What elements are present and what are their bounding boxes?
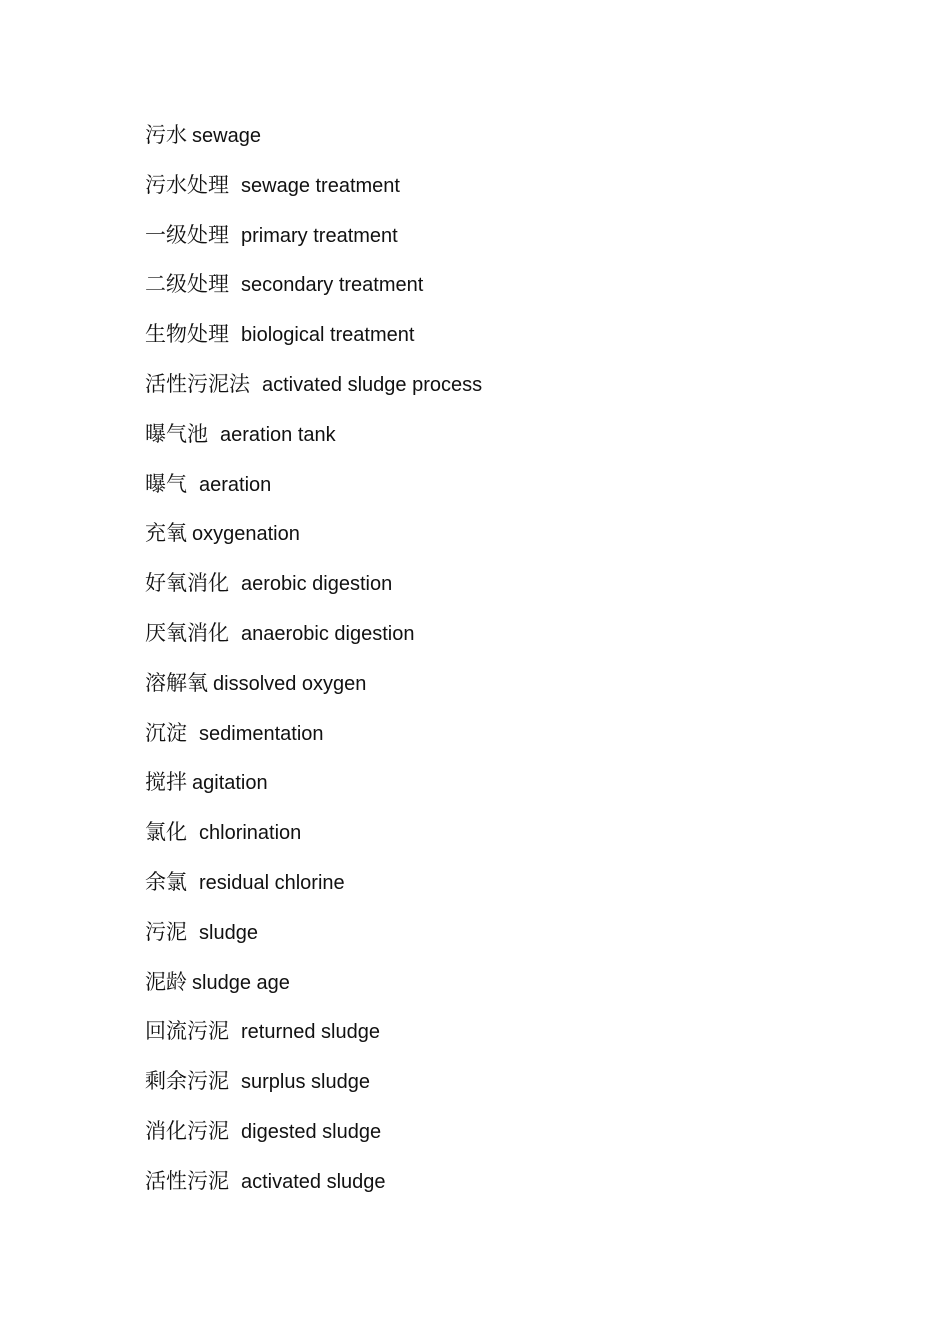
- glossary-list: [145, 111, 482, 1207]
- term-english: chlorination: [199, 822, 302, 845]
- term-english: sludge: [199, 921, 258, 944]
- term-chinese: 充氧: [145, 521, 187, 546]
- term-english: sedimentation: [199, 722, 324, 745]
- glossary-entry: [145, 460, 482, 510]
- term-english: sewage treatment: [241, 174, 400, 197]
- term-english: surplus sludge: [241, 1071, 370, 1094]
- term-chinese: 剩余污泥: [145, 1069, 229, 1094]
- term-chinese: 活性污泥: [145, 1168, 229, 1193]
- term-chinese: 污水: [145, 123, 187, 147]
- term-chinese: 曝气: [145, 471, 187, 496]
- glossary-entry: [145, 260, 482, 310]
- term-english: agitation: [192, 772, 268, 795]
- term-chinese: 污泥: [145, 919, 187, 944]
- glossary-entry: [145, 1007, 482, 1057]
- glossary-entry: [145, 908, 482, 958]
- term-english: secondary treatment: [241, 274, 424, 297]
- term-english: aeration: [199, 473, 272, 496]
- term-chinese: 一级处理: [145, 222, 229, 247]
- glossary-entry: [145, 161, 482, 211]
- term-chinese: 泥龄: [145, 969, 187, 994]
- glossary-entry: [145, 808, 482, 858]
- glossary-entry: [145, 111, 482, 161]
- glossary-entry: [145, 1157, 482, 1207]
- glossary-entry: [145, 211, 482, 261]
- term-english: digested sludge: [241, 1120, 382, 1143]
- term-chinese: 氯化: [145, 820, 187, 845]
- term-chinese: 回流污泥: [145, 1019, 229, 1044]
- term-chinese: 余氯: [145, 869, 187, 894]
- glossary-entry: [145, 559, 482, 609]
- glossary-entry: [145, 410, 482, 460]
- term-english: anaerobic digestion: [241, 622, 415, 645]
- term-english: biological treatment: [241, 324, 415, 347]
- term-chinese: 消化污泥: [145, 1118, 229, 1143]
- term-chinese: 沉淀: [145, 720, 187, 745]
- term-chinese: 搅拌: [145, 770, 187, 795]
- term-chinese: 生物处理: [145, 322, 229, 347]
- glossary-entry: [145, 709, 482, 759]
- term-english: dissolved oxygen: [213, 672, 367, 695]
- term-english: sewage: [192, 125, 261, 147]
- term-english: returned sludge: [241, 1021, 380, 1044]
- term-chinese: 二级处理: [145, 272, 229, 297]
- term-english: activated sludge: [241, 1170, 386, 1193]
- glossary-entry: [145, 958, 482, 1008]
- term-english: aerobic digestion: [241, 573, 393, 596]
- term-english: sludge age: [192, 971, 290, 994]
- glossary-entry: [145, 858, 482, 908]
- glossary-entry: [145, 360, 482, 410]
- term-english: residual chlorine: [199, 871, 345, 894]
- term-chinese: 活性污泥法: [145, 371, 250, 396]
- glossary-entry: [145, 659, 482, 709]
- term-chinese: 污水处理: [145, 172, 229, 197]
- term-english: oxygenation: [192, 523, 300, 546]
- term-chinese: 溶解氧: [145, 670, 208, 695]
- glossary-entry: [145, 1057, 482, 1107]
- glossary-entry: [145, 758, 482, 808]
- glossary-entry: [145, 509, 482, 559]
- glossary-entry: [145, 1107, 482, 1157]
- term-english: primary treatment: [241, 224, 398, 247]
- glossary-entry: [145, 609, 482, 659]
- term-english: aeration tank: [220, 423, 336, 446]
- glossary-entry: [145, 310, 482, 360]
- term-chinese: 好氧消化: [145, 571, 229, 596]
- term-chinese: 厌氧消化: [145, 620, 229, 645]
- term-english: activated sludge process: [262, 373, 483, 396]
- term-chinese: 曝气池: [145, 421, 208, 446]
